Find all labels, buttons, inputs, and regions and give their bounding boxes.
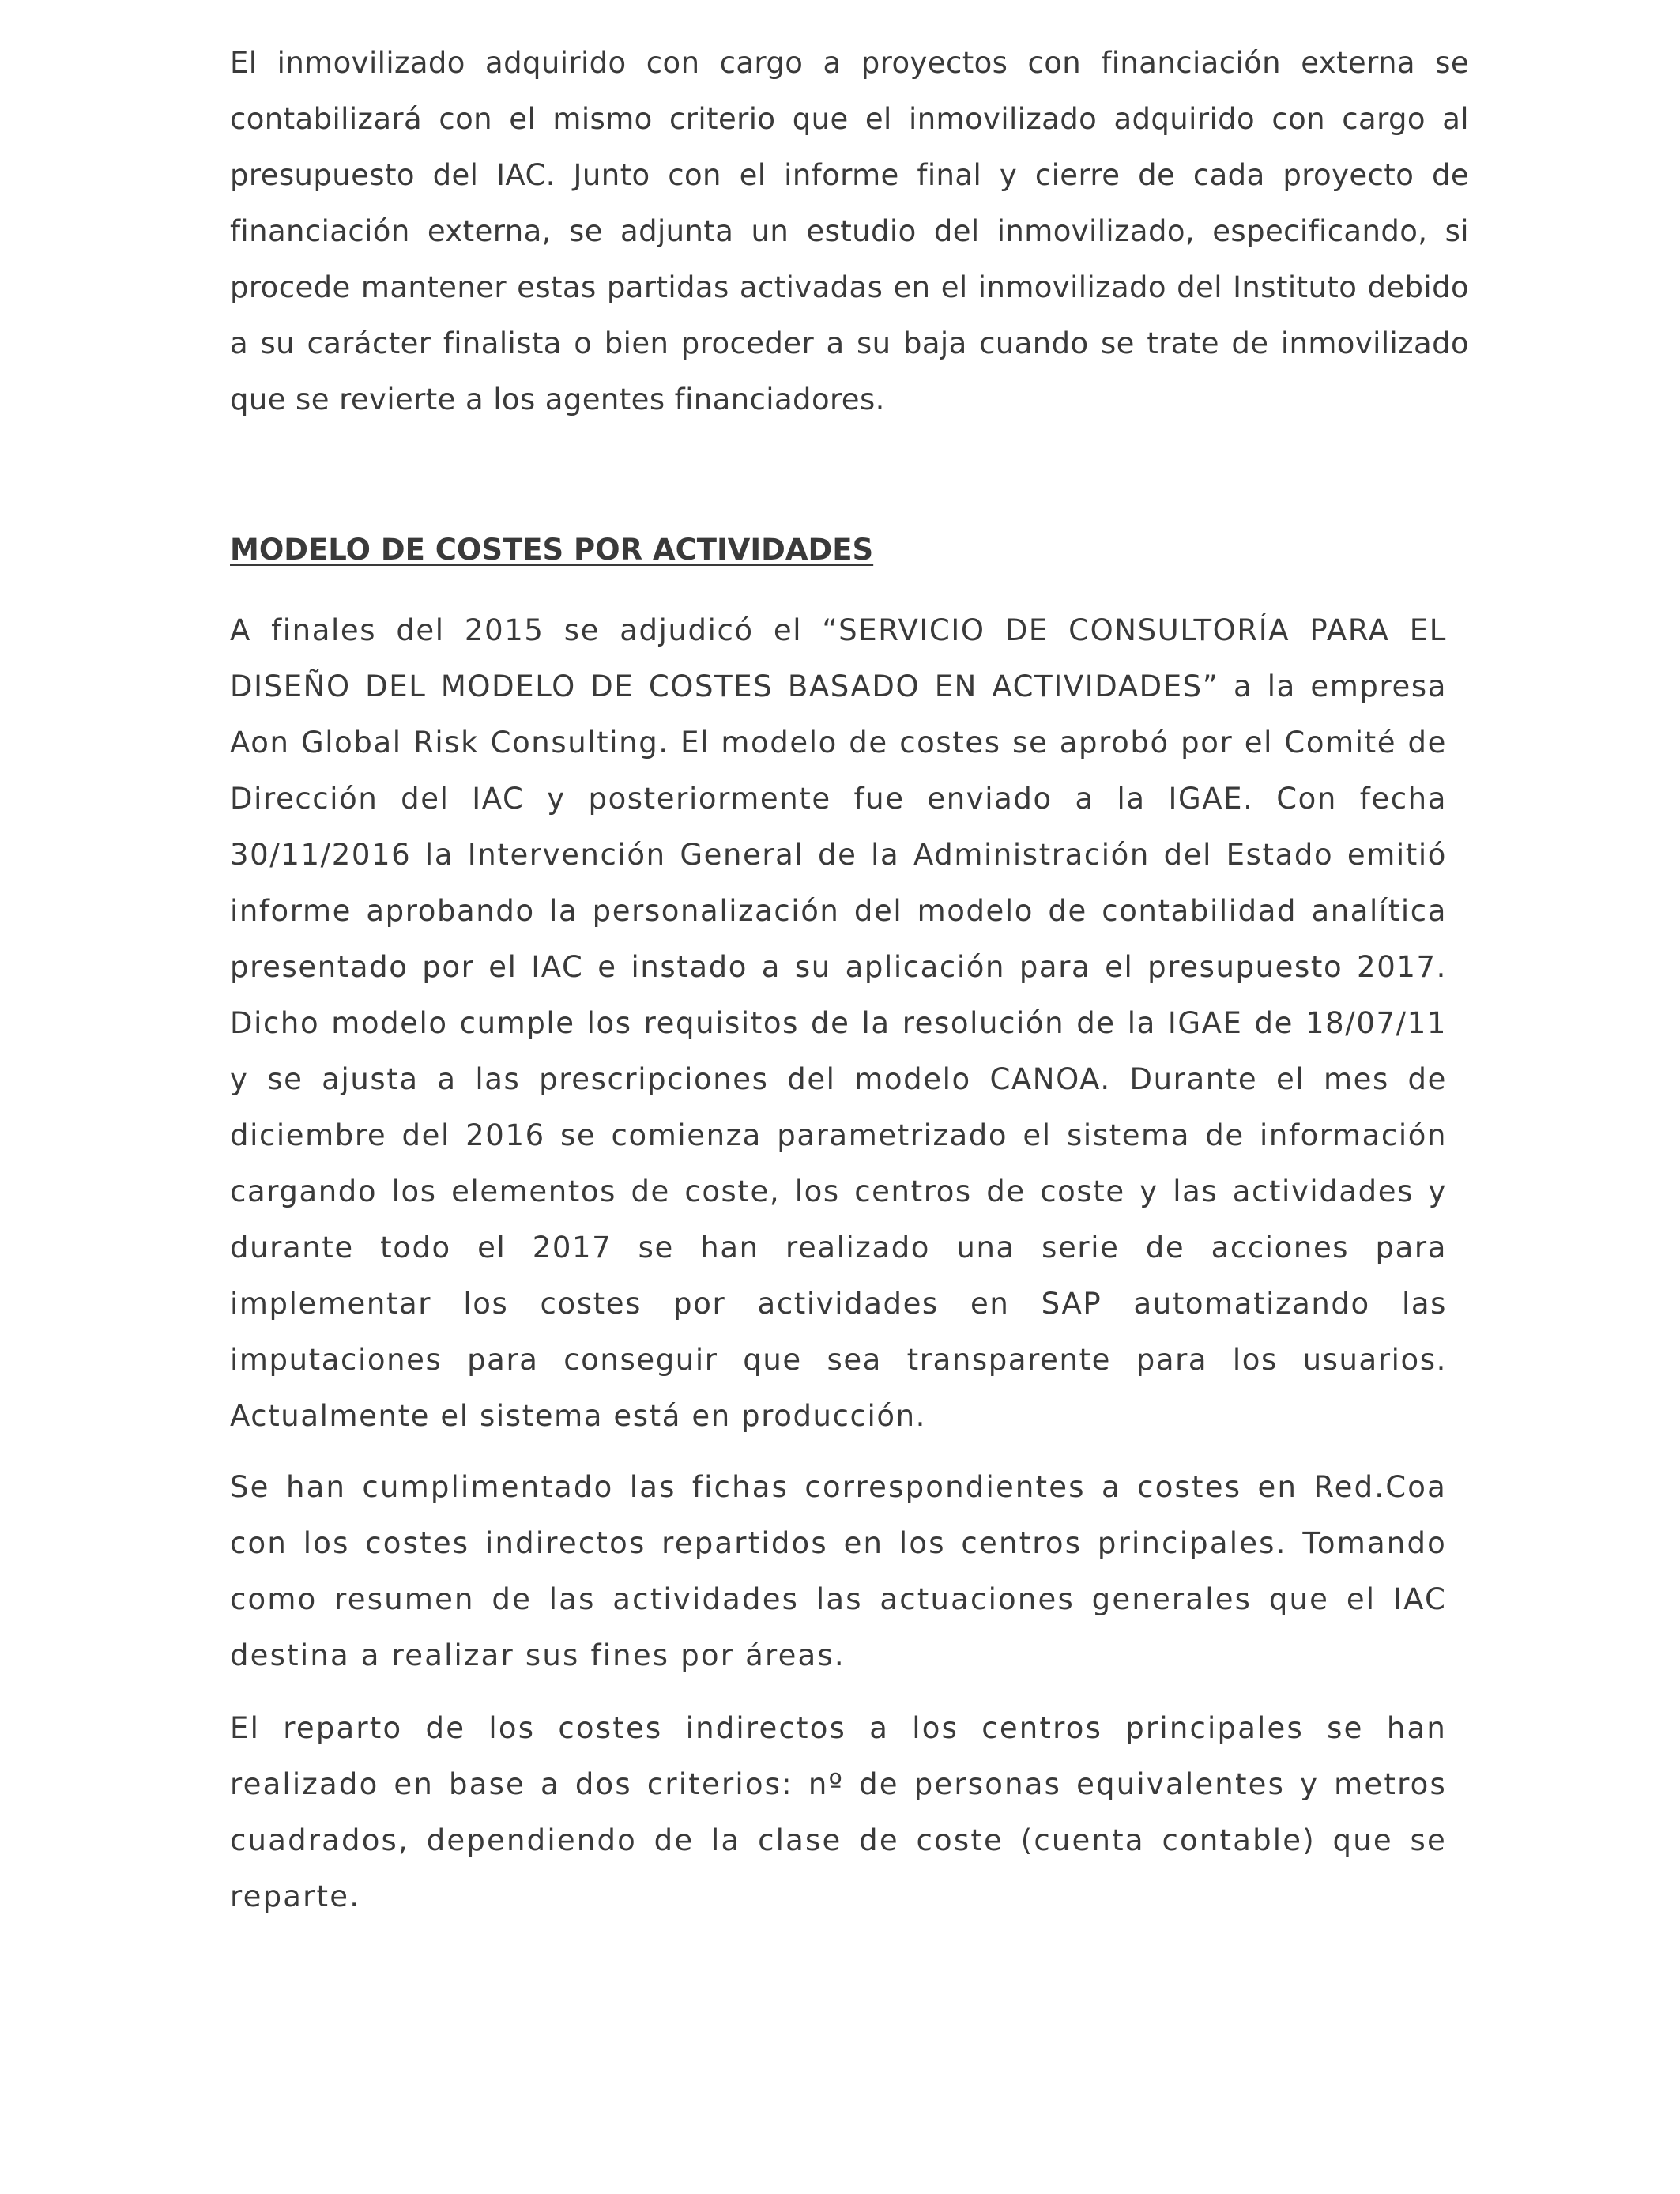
paragraph-fichas-red-coa: Se han cumplimentado las fichas correspondientes a costes en Red.Coa con los costes indirectos repartidos en los centros principales. Tomando como resumen de las actividades las actuaciones generales que el IAC destina a realizar sus fines por áreas.	[230, 1470, 1447, 1672]
paragraph-inmovilizado: El inmovilizado adquirido con cargo a proyectos con financiación externa se contabilizará con el mismo criterio que el inmovilizado adquirido con cargo al presupuesto del IAC. Junto con el informe final y cierre de cada proyecto de financiación externa, se adjunta un estudio del inmovilizado, especificando, si procede mantener estas partidas activadas en el inmovilizado del Instituto debido a su carácter finalista o bien proceder a su baja cuando se trate de inmovilizado que se revierte a los agentes financiadores.	[230, 46, 1469, 417]
paragraph-reparto-costes: El reparto de los costes indirectos a los centros principales se han realizado en base a dos criterios: nº de personas equivalentes y metros cuadrados, dependiendo de la clase de coste (cuenta contable) que se reparte.	[230, 1711, 1447, 1913]
paragraph-modelo-costes: A finales del 2015 se adjudicó el “SERVICIO DE CONSULTORÍA PARA EL DISEÑO DEL MODELO DE COSTES BASADO EN ACTIVIDADES” a la empresa Aon Global Risk Consulting. El modelo de costes se aprobó por el Comité de Dirección del IAC y posteriormente fue enviado a la IGAE. Con fecha 30/11/2016 la Intervención General de la Administración del Estado emitió informe aprobando la personalización del modelo de contabilidad analítica presentado por el IAC e instado a su aplicación para el presupuesto 2017. Dicho modelo cumple los requisitos de la resolución de la IGAE de 18/07/11 y se ajusta a las prescripciones del modelo CANOA. Durante el mes de diciembre del 2016 se comienza parametrizado el sistema de información cargando los elementos de coste, los centros de coste y las actividades y durante todo el 2017 se han realizado una serie de acciones para implementar los costes por actividades en SAP automatizando las imputaciones para conseguir que sea transparente para los usuarios. Actualmente el sistema está en producción.	[230, 613, 1447, 1433]
section-heading-modelo-costes: MODELO DE COSTES POR ACTIVIDADES	[230, 533, 874, 567]
